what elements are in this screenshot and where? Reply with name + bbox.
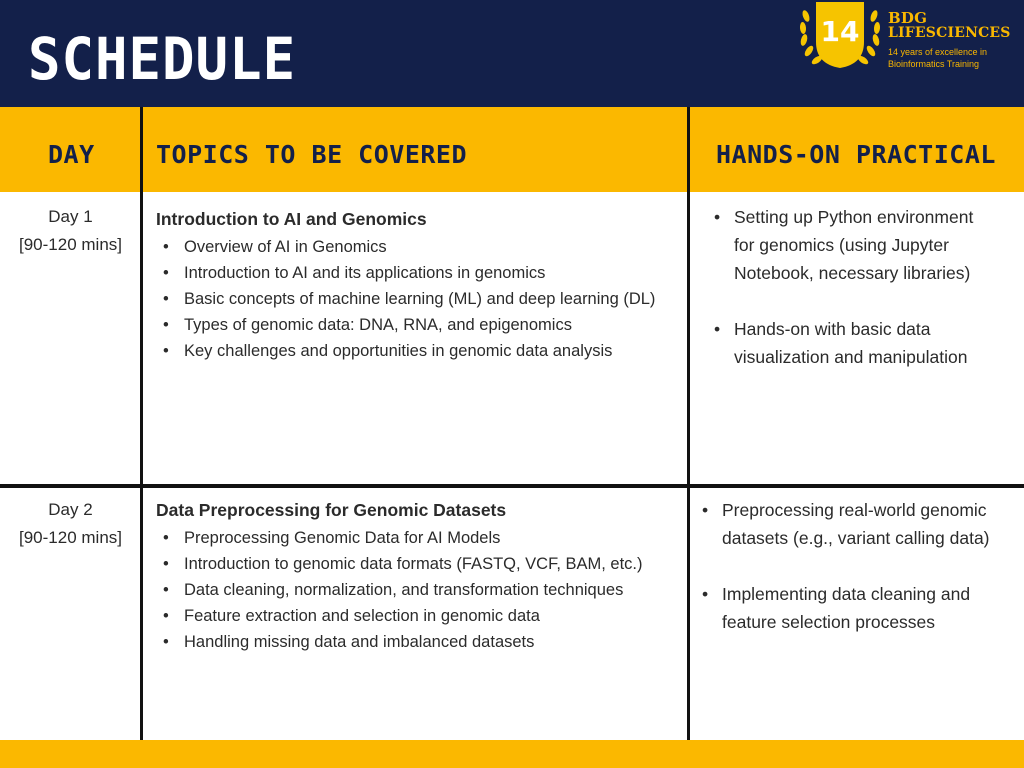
practical-item: • Setting up Python environment for genomics (using Jupyter Notebook, necessary libraries): [734, 203, 996, 287]
topic-item: • Key challenges and opportunities in genomic data analysis: [184, 338, 676, 364]
topic-item: • Preprocessing Genomic Data for AI Models: [184, 525, 676, 551]
column-divider: [687, 107, 690, 740]
topic-list: [156, 525, 676, 655]
footer-band: [0, 740, 1024, 768]
day-label: Day 1: [48, 207, 93, 226]
brand-name-line2: LIFESCIENCES: [888, 25, 1011, 41]
topic-item: • Introduction to AI and its applications in genomics: [184, 260, 676, 286]
row-divider: [0, 484, 1024, 488]
column-header-topics: TOPICS TO BE COVERED: [156, 140, 468, 169]
practical-item: • Implementing data cleaning and feature selection processes: [722, 580, 1020, 636]
brand-name-line1: BDG: [888, 9, 928, 27]
topic-item: • Introduction to genomic data formats (FASTQ, VCF, BAM, etc.): [184, 551, 676, 577]
brand-logo: [796, 2, 1022, 72]
day-cell: [0, 496, 141, 552]
topic-item: • Data cleaning, normalization, and transformation techniques: [184, 577, 676, 603]
day-duration: [90-120 mins]: [19, 235, 122, 254]
day-duration: [90-120 mins]: [19, 528, 122, 547]
logo-number: 14: [820, 15, 860, 48]
topics-cell: [156, 207, 676, 364]
day-cell: [0, 203, 141, 259]
practical-list: [722, 496, 1020, 636]
page-title: SCHEDULE: [28, 25, 297, 94]
topic-item: • Basic concepts of machine learning (ML) and deep learning (DL): [184, 286, 676, 312]
topic-item: • Handling missing data and imbalanced datasets: [184, 629, 676, 655]
topics-cell: [156, 498, 676, 655]
topic-item: • Types of genomic data: DNA, RNA, and epigenomics: [184, 312, 676, 338]
practical-item: • Hands-on with basic data visualization and manipulation: [734, 315, 996, 371]
brand-tagline-line1: 14 years of excellence in: [888, 47, 988, 57]
column-header-day: DAY: [48, 140, 95, 169]
practical-cell: [722, 496, 1020, 664]
topic-item: • Overview of AI in Genomics: [184, 234, 676, 260]
topic-item: • Feature extraction and selection in genomic data: [184, 603, 676, 629]
column-divider: [140, 107, 143, 740]
column-header-practical: HANDS-ON PRACTICAL: [716, 140, 996, 169]
topic-title: Introduction to AI and Genomics: [156, 209, 427, 229]
topic-list: [156, 234, 676, 364]
practical-list: [734, 203, 996, 371]
practical-item: • Preprocessing real-world genomic datasets (e.g., variant calling data): [722, 496, 1020, 552]
brand-tagline-line2: Bioinformatics Training: [888, 59, 980, 69]
topic-title: Data Preprocessing for Genomic Datasets: [156, 500, 507, 520]
day-label: Day 2: [48, 500, 93, 519]
practical-cell: [734, 203, 996, 399]
